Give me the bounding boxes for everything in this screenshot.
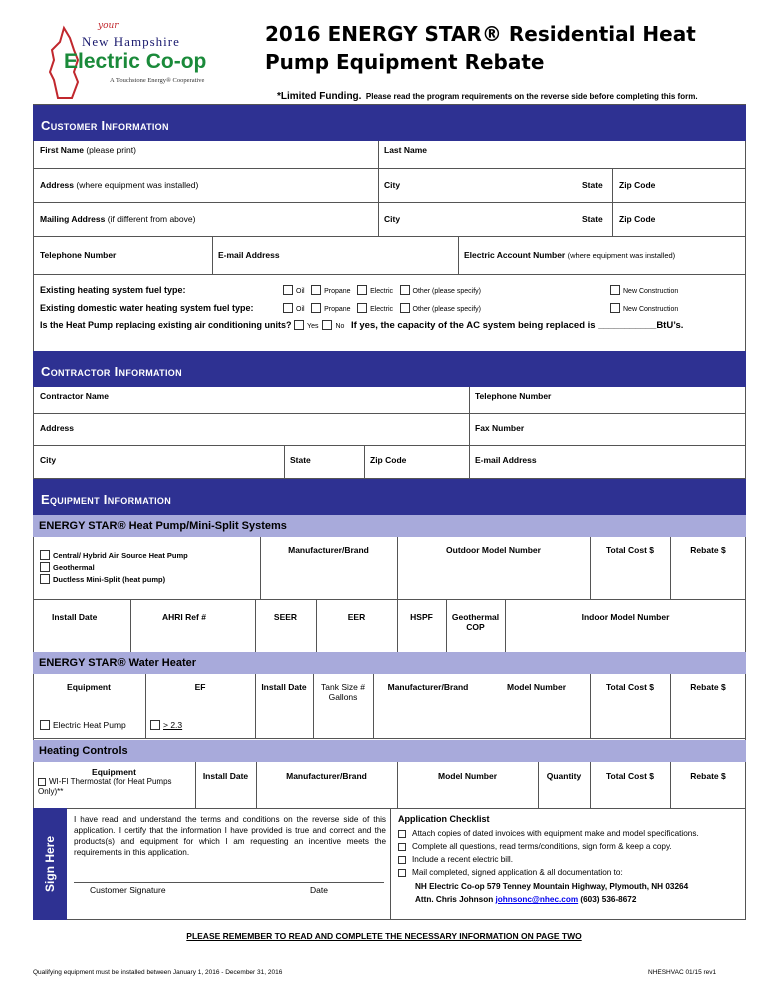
city-field[interactable]: City [384,180,401,190]
attn-line: Attn. Chris Johnson johnsonc@nhec.com (603) 536-8672 [415,895,637,904]
water-new-construction[interactable]: New Construction [610,303,682,313]
ac-question-row: Is the Heat Pump replacing existing air conditioning units? Yes No If yes, the capacity of the AC system being replaced is ___________BtU’s. [40,320,684,331]
heating-controls-subsection: Heating Controls [33,740,746,762]
hc-equipment-col: Equipment [92,767,136,777]
water-heater-subsection: ENERGY STAR® Water Heater [33,652,746,674]
hc-model-col: Model Number [437,771,498,781]
hc-total-cost-col: Total Cost $ [605,771,654,781]
contractor-fax-field[interactable]: Fax Number [475,423,525,433]
checklist-item: Complete all questions, read terms/conditions, sign form & keep a copy. [398,841,744,852]
contractor-address-field[interactable]: Address [40,423,75,433]
ac-yes-checkbox[interactable] [294,320,304,330]
contractor-phone-field[interactable]: Telephone Number [475,391,552,401]
contractor-zip-field[interactable]: Zip Code [370,455,407,465]
ef-value-checkbox[interactable]: > 2.3 [150,720,182,730]
email-field[interactable]: E-mail Address [218,250,280,260]
propane-checkbox[interactable] [311,285,321,295]
checkbox[interactable] [40,574,50,584]
svg-text:A Touchstone Energy® Cooperati: A Touchstone Energy® Cooperative [110,77,205,84]
heating-new-construction[interactable]: New Construction [610,285,682,295]
hp-install-date-col: Install Date [52,612,98,622]
mailing-state-field[interactable]: State [582,214,603,224]
checkbox[interactable] [40,550,50,560]
hp-indoor-model-col: Indoor Model Number [581,612,670,622]
heating-fuel-row: Existing heating system fuel type: [40,285,186,295]
equipment-section-header: Equipment Information [33,479,746,515]
oil-checkbox[interactable] [283,285,293,295]
checkbox[interactable] [311,303,321,313]
zip-field[interactable]: Zip Code [619,180,656,190]
checkbox[interactable] [398,843,406,851]
certification-statement: I have read and understand the terms and conditions on the reverse side of this application. I certify that the information I have provided is true and correct and the products(s) and equipment for which I am requesting an incentive meets the requirements in this application. [74,815,386,857]
contractor-state-field[interactable]: State [290,455,311,465]
wh-equipment-col: Equipment [67,682,111,692]
form-code: NHESHVAC 01/15 rev1 [648,969,717,976]
wh-total-cost-col: Total Cost $ [605,682,654,692]
svg-text:New Hampshire: New Hampshire [82,34,180,49]
address-field[interactable]: Address (where equipment was installed) [40,180,199,190]
contractor-email-field[interactable]: E-mail Address [475,455,537,465]
checklist-item: Include a recent electric bill. [398,854,744,865]
hp-geo-cop-col: Geothermal COP [451,612,500,632]
hc-rebate-col: Rebate $ [690,771,726,781]
customer-signature-line[interactable]: Customer Signature [90,885,166,895]
hp-outdoor-model-col: Outdoor Model Number [446,545,541,555]
hp-hspf-col: HSPF [410,612,433,622]
heat-pump-type-options[interactable]: Central/ Hybrid Air Source Heat Pump Geothermal Ductless Mini-Split (heat pump) [40,550,188,586]
hc-quantity-col: Quantity [546,771,582,781]
hp-ahri-col: AHRI Ref # [162,612,206,622]
checkbox[interactable] [610,303,620,313]
wh-tank-size-col: Tank Size # Gallons [321,682,365,702]
water-fuel-row: Existing domestic water heating system fuel type: [40,303,254,313]
last-name-field[interactable]: Last Name [384,145,427,155]
svg-text:your: your [98,21,119,31]
wh-manufacturer-col: Manufacturer/Brand [387,682,469,692]
wh-install-date-col: Install Date [261,682,307,692]
mailing-zip-field[interactable]: Zip Code [619,214,656,224]
checkbox[interactable] [150,720,160,730]
signature-date-line[interactable]: Date [310,885,328,895]
wh-ef-col: EF [194,682,206,692]
checklist-item: Mail completed, signed application & all documentation to: [398,867,744,878]
mailing-city-field[interactable]: City [384,214,401,224]
contractor-name-field[interactable]: Contractor Name [40,391,109,401]
page-two-reminder: PLEASE REMEMBER TO READ AND COMPLETE THE NECESSARY INFORMATION ON PAGE TWO [186,931,582,941]
checklist-title: Application Checklist [398,814,490,824]
checkbox[interactable] [283,303,293,313]
checkbox[interactable] [357,303,367,313]
ac-no-checkbox[interactable] [322,320,332,330]
hp-rebate-col: Rebate $ [690,545,726,555]
mailing-address-field[interactable]: Mailing Address (if different from above) [40,214,196,224]
contact-email-link[interactable]: johnsonc@nhec.com [495,895,579,904]
checkbox[interactable] [398,830,406,838]
water-fuel-options[interactable]: Oil Propane Electric Other (please specify) [283,303,485,313]
checkbox[interactable] [40,720,50,730]
other-checkbox[interactable] [400,285,410,295]
checkbox[interactable] [40,562,50,572]
wh-rebate-col: Rebate $ [690,682,726,692]
account-number-field[interactable]: Electric Account Number (where equipment was installed) [464,250,676,260]
checkbox[interactable] [398,869,406,877]
electric-checkbox[interactable] [357,285,367,295]
application-checklist [398,828,744,880]
nhec-logo [40,20,220,105]
electric-heat-pump-checkbox[interactable]: Electric Heat Pump [40,720,126,730]
checkbox[interactable] [38,778,46,786]
page-title: 2016 ENERGY STAR® Residential Heat Pump Equipment Rebate [265,22,696,74]
state-field[interactable]: State [582,180,603,190]
wifi-thermostat-checkbox[interactable]: WI-FI Thermostat (for Heat Pumps Only)** [38,777,172,796]
wh-model-col: Model Number [506,682,567,692]
telephone-field[interactable]: Telephone Number [40,250,117,260]
hc-manufacturer-col: Manufacturer/Brand [286,771,367,781]
funding-note: *Limited Funding. Please read the program requirements on the reverse side before completing this form. [277,91,698,102]
heating-fuel-options[interactable]: Oil Propane Electric Other (please specify) [283,285,485,295]
hc-install-date-col: Install Date [202,771,249,781]
customer-section-header: Customer Information [33,105,746,141]
qualifying-dates: Qualifying equipment must be installed between January 1, 2016 - December 31, 2016 [33,969,283,976]
first-name-field[interactable]: First Name (please print) [40,145,136,155]
svg-text:Electric Co-op: Electric Co-op [64,50,207,73]
hp-seer-col: SEER [273,612,298,622]
hp-total-cost-col: Total Cost $ [605,545,654,555]
contractor-city-field[interactable]: City [40,455,57,465]
contractor-section-header: Contractor Information [33,351,746,387]
hp-eer-col: EER [347,612,366,622]
hp-manufacturer-col: Manufacturer/Brand [288,545,369,555]
checkbox[interactable] [398,856,406,864]
heat-pump-subsection: ENERGY STAR® Heat Pump/Mini-Split Systems [33,515,746,537]
mailing-address: NH Electric Co-op 579 Tenney Mountain Highway, Plymouth, NH 03264 [415,882,689,891]
checkbox[interactable] [400,303,410,313]
sign-here-tab: Sign Here [33,808,67,920]
checklist-item: Attach copies of dated invoices with equipment make and model specifications. [398,828,744,839]
checkbox[interactable] [610,285,620,295]
